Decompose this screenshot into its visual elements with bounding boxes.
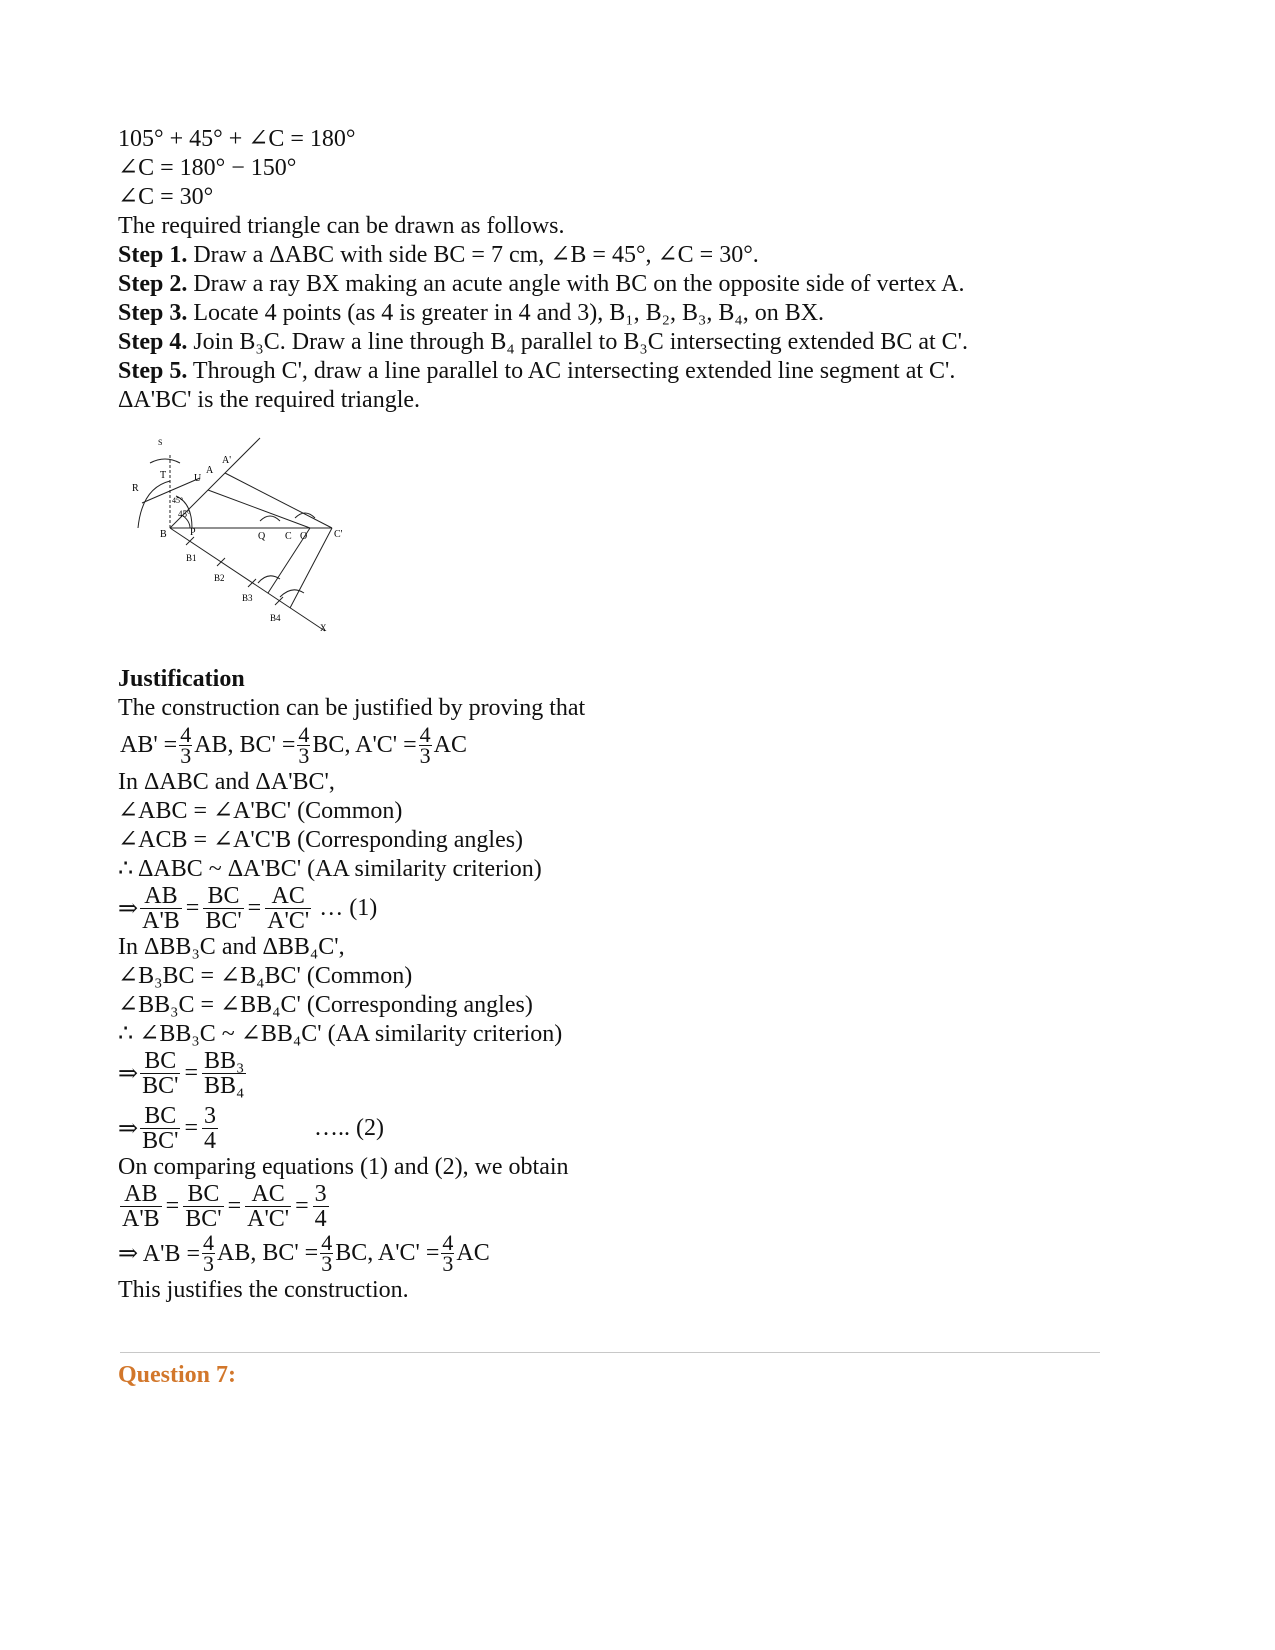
denominator: BC' <box>142 1073 179 1099</box>
justification-heading: Justification <box>118 666 245 692</box>
fraction-4-3 <box>202 1230 215 1276</box>
equals-sign: = <box>185 895 200 921</box>
label-b4: B4 <box>270 613 281 623</box>
numerator: BC <box>144 1103 177 1129</box>
label-c-prime: C' <box>334 529 343 540</box>
eq-text: AC <box>456 1240 490 1266</box>
numerator: AC <box>271 883 305 909</box>
equals-sign: = <box>184 1060 198 1086</box>
construction-arc <box>280 590 304 597</box>
numerator: 4 <box>202 1230 214 1255</box>
implies-arrow: ⇒ <box>118 1116 139 1142</box>
step-3 <box>118 299 1158 328</box>
equation-combined-ratio <box>118 1182 1158 1231</box>
construction-arc <box>150 459 180 463</box>
eq-text: AB, BC' = <box>194 732 296 758</box>
label-b3: B3 <box>242 593 253 603</box>
label-x: X <box>320 623 327 633</box>
denominator: A'B <box>122 1206 160 1232</box>
step-2 <box>118 270 1158 299</box>
numerator: 4 <box>298 722 310 747</box>
numerator: 4 <box>419 722 431 747</box>
numerator: 4 <box>180 722 192 747</box>
fraction <box>183 1182 223 1231</box>
label-r: R <box>132 483 139 494</box>
numerator: BB₃ <box>204 1048 245 1074</box>
numerator: 4 <box>442 1230 454 1255</box>
eq-text: ⇒ A'B = <box>118 1241 200 1267</box>
numerator: 3 <box>204 1103 216 1129</box>
line-b4-c-prime <box>290 528 332 608</box>
equation-2 <box>118 1104 1158 1153</box>
fraction <box>202 1049 246 1098</box>
equation-ratio-bb <box>118 1049 1158 1098</box>
numerator: 4 <box>321 1230 333 1255</box>
label-s: S <box>158 438 163 447</box>
statement-similarity: ∴ ΔABC ~ ΔA'BC' (AA similarity criterion) <box>118 856 542 882</box>
comparison-statement: On comparing equations (1) and (2), we obtain <box>118 1154 569 1180</box>
statement-triangles-2: In ΔBB₃C and ΔBB₄C', <box>118 934 345 960</box>
label-o: O <box>300 531 308 542</box>
tick-b1 <box>186 537 194 545</box>
denominator: 4 <box>314 1206 327 1232</box>
fraction-4-3 <box>320 1230 333 1276</box>
bisector-line <box>142 478 200 503</box>
statement-similarity-2: ∴ ∠BB₃C ~ ∠BB₄C' (AA similarity criterion) <box>118 1021 563 1047</box>
construction-drawing <box>120 433 360 651</box>
denominator: BC' <box>185 1206 222 1232</box>
step-4 <box>118 328 1158 357</box>
numerator: BC <box>144 1048 177 1074</box>
step-label: Step 5. <box>118 358 188 384</box>
equation-angle-c: ∠C = 180° − 150° <box>118 155 297 181</box>
fraction <box>120 1182 162 1231</box>
statement-common-angle: ∠ABC = ∠A'BC' (Common) <box>118 798 403 824</box>
step-label: Step 2. <box>118 271 188 297</box>
numerator: AC <box>251 1181 285 1207</box>
fraction <box>203 884 243 933</box>
eq-text: AB' = <box>120 732 178 758</box>
equation-angle-c-result: ∠C = 30° <box>118 184 214 210</box>
construction-figure <box>120 433 360 651</box>
step-5 <box>118 357 1158 386</box>
conclusion: ΔA'BC' is the required triangle. <box>118 387 421 413</box>
equation-ratio-goal <box>120 722 1158 768</box>
fraction <box>140 884 182 933</box>
eq-text: AB, BC' = <box>216 1240 319 1266</box>
denominator: A'C' <box>267 908 310 934</box>
label-b: B <box>160 529 167 540</box>
fraction <box>202 1104 218 1153</box>
construction-arc <box>138 481 170 528</box>
fraction <box>265 884 311 933</box>
equals-sign: = <box>247 895 262 921</box>
denominator: 3 <box>180 743 192 768</box>
label-angle-45: 45° <box>178 509 191 519</box>
label-q: Q <box>258 531 266 542</box>
denominator: 3 <box>442 1251 454 1276</box>
label-angle-45b: 45° <box>172 496 184 505</box>
step-text: Draw a ray BX making an acute angle with BC on the opposite side of vertex A. <box>187 271 965 297</box>
solution-content <box>118 125 1158 1305</box>
justification-intro: The construction can be justified by proving that <box>118 695 586 721</box>
statement-corresponding-angles: ∠ACB = ∠A'C'B (Corresponding angles) <box>118 827 524 853</box>
step-label: Step 4. <box>118 329 188 355</box>
denominator: BC' <box>205 908 242 934</box>
implies-arrow: ⇒ <box>118 896 139 922</box>
denominator: BC' <box>142 1128 179 1154</box>
fraction <box>245 1182 291 1231</box>
equals-sign: = <box>295 1193 309 1219</box>
fraction-4-3 <box>441 1230 454 1276</box>
construction-intro: The required triangle can be drawn as follows. <box>118 213 565 239</box>
label-p: P <box>190 527 196 538</box>
statement-triangles: In ΔABC and ΔA'BC', <box>118 769 335 795</box>
equation-tag: ….. (2) <box>314 1115 384 1141</box>
tick-b2 <box>217 558 225 566</box>
equation-result <box>118 1230 1158 1276</box>
fraction <box>313 1182 329 1231</box>
eq-text: AC <box>433 732 467 758</box>
equation-angle-sum: 105° + 45° + ∠C = 180° <box>118 126 356 152</box>
step-text: Join B₃C. Draw a line through B₄ parallel to B₃C intersecting extended BC at C'. <box>187 329 968 355</box>
section-divider <box>120 1352 1100 1353</box>
denominator: A'C' <box>247 1206 290 1232</box>
label-c: C <box>285 531 292 542</box>
label-b2: B2 <box>214 573 225 583</box>
eq-text: BC, A'C' = <box>312 732 417 758</box>
equals-sign: = <box>227 1193 242 1219</box>
statement-common-angle-2: ∠B₃BC = ∠B₄BC' (Common) <box>118 963 413 989</box>
implies-arrow: ⇒ <box>118 1061 139 1087</box>
step-label: Step 3. <box>118 300 188 326</box>
denominator: 3 <box>202 1251 214 1276</box>
step-text: Through C', draw a line parallel to AC intersecting extended line segment at C'. <box>187 358 956 384</box>
label-a: A <box>206 465 214 476</box>
numerator: BC <box>187 1181 220 1207</box>
step-label: Step 1. <box>118 242 188 268</box>
numerator: AB <box>144 883 178 909</box>
denominator: 3 <box>321 1251 333 1276</box>
question-heading: Question 7: <box>118 1362 237 1388</box>
construction-arc <box>260 516 280 521</box>
equation-tag: … (1) <box>319 895 378 921</box>
step-1 <box>118 241 1158 270</box>
denominator: BB₄ <box>204 1073 245 1099</box>
fraction-4-3 <box>419 722 432 768</box>
label-a-prime: A' <box>222 455 232 466</box>
label-b1: B1 <box>186 553 197 563</box>
fraction-4-3 <box>297 722 310 768</box>
ray-bx <box>170 528 325 631</box>
statement-corresponding-angles-2: ∠BB₃C = ∠BB₄C' (Corresponding angles) <box>118 992 533 1018</box>
step-text: Draw a ΔABC with side BC = 7 cm, ∠B = 45°, ∠C = 30°. <box>187 242 759 268</box>
numerator: 3 <box>314 1181 327 1207</box>
numerator: BC <box>207 883 240 909</box>
equation-1 <box>118 884 1158 933</box>
denominator: 3 <box>298 743 310 768</box>
numerator: AB <box>124 1181 158 1207</box>
step-text: Locate 4 points (as 4 is greater in 4 and 3), B₁, B₂, B₃, B₄, on BX. <box>187 300 825 326</box>
fraction <box>140 1049 180 1098</box>
fraction <box>140 1104 180 1153</box>
equals-sign: = <box>184 1115 198 1141</box>
denominator: 3 <box>419 743 431 768</box>
denominator: 4 <box>204 1128 216 1154</box>
label-t: T <box>160 470 167 481</box>
closing-statement: This justifies the construction. <box>118 1277 409 1303</box>
label-u: U <box>194 473 202 484</box>
eq-text: BC, A'C' = <box>335 1240 440 1266</box>
equals-sign: = <box>165 1193 180 1219</box>
denominator: A'B <box>142 908 180 934</box>
fraction-4-3 <box>179 722 192 768</box>
